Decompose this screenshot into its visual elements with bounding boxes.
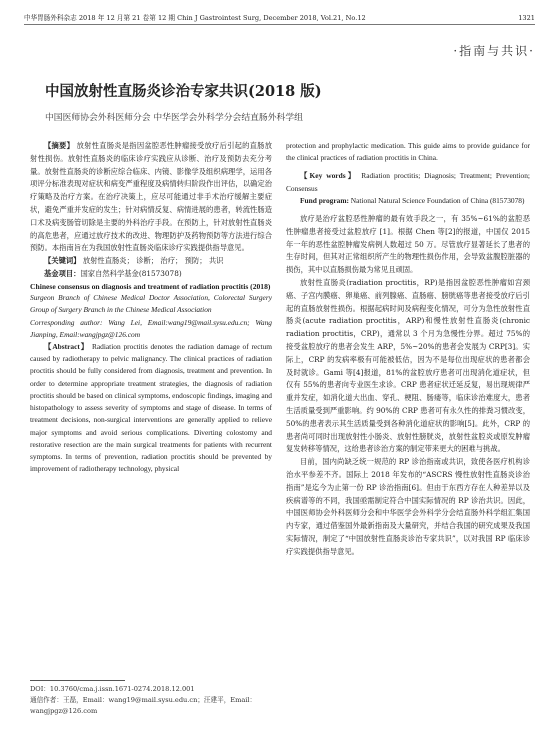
english-title: Chinese consensus on diagnosis and treatment of radiation proctitis (2018) [30,281,271,291]
keywords-label: 【关键词】 [44,256,81,266]
english-authors-text: Surgeon Branch of Chinese Medical Doctor Association, Colorectal Surgery Group of Surgery Branch in the Chinese Medical Association [30,293,272,315]
body-paragraph-3: 目前，国内尚缺乏统一规范的 RP 诊治指南或共识，致使各医疗机构诊治水平参差不齐。国际上 2018 年发布的“ASCRS 慢性放射性直肠炎诊治指南”是迄今为止第一份 RP 诊治指南[6]。但由于东西方存在人种差异以及疾病谱等的不同，我国亟需制定符合中国实际情况的 RP 诊治共识。因此，中国医师协会外科医师分会和中华医学会外科学分会结直肠外科学组汇集国内专家，通过借鉴国外最新指南及大量研究，并结合我国的研究成果及我国实际情况，制定了“中国放射性直肠炎诊治专家共识”，以对我国 RP 临床诊疗实践提供指导意见。 [286,457,530,556]
corresponding-text: Corresponding author: Wang Lei, Email:wang19@mail.sysu.edu.cn; Wang Jianping, Email:wangjpgz@126.com [30,317,272,339]
fund-en-text: National Natural Science Foundation of China (81573078) [350,195,525,205]
abstract-en-label: 【Abstract】 [44,342,90,352]
keywords-text: 放射性直肠炎； 诊断； 治疗； 预防； 共识 [82,256,224,266]
journal-info: 中华胃肠外科杂志 2018 年 12 月第 21 卷第 12 期 Chin J Gastrointest Surg, December 2018, Vol.21, No.12 [24,14,366,22]
keywords-en-label: 【Key words】 [300,171,358,181]
doi: DOI：10.3760/cma.j.issn.1671-0274.2018.12.001 [30,685,195,693]
fund-text: 国家自然科学基金(81573078) [80,268,182,278]
section-label: ·指南与共识· [453,44,535,58]
fund-label: 基金项目： [44,268,81,278]
author-line: 中国医师协会外科医师分会 中华医学会外科学分会结直肠外科学组 [45,113,303,123]
page-number: 1321 [518,14,535,22]
corresponding-author [30,317,272,341]
abstract-cn [30,140,272,255]
keywords-en [286,170,530,194]
english-authors [30,292,272,316]
body-paragraph-1: 放疗是治疗盆腔恶性肿瘤的最有效手段之一，有 35%~61%的盆腔恶性肿瘤患者接受过盆腔放疗 [1]。根据 Chen 等[2]的报道，中国仅 2015 年一年的恶性盆腔肿瘤发病例人数超过 50 万。尽管放疗显著延长了患者的生存时间，但其对正常组织所产生的物理性损伤作用，会导致盆腹腔脏器的损伤，其中以直肠损伤最为常见且顽固。 [286,214,530,275]
contact: 通信作者：王磊，Email：wang19@mail.sysu.edu.cn；汪建平，Email：wangjpgz@126.com [30,696,257,715]
body-paragraph-2: 放射性直肠炎(radiation proctitis，RP)是指因盆腔恶性肿瘤如宫颈癌、子宫内膜癌、卵巢癌、前列腺癌、直肠癌、膀胱癌等患者接受放疗后引起的直肠放射性损伤。根据起病时间及病程变化情况，可分为急性放射性直肠炎(acute radiation proctitis，ARP)和慢性放射性直肠炎(chronic radiation proctitis，CRP)，通常以 3 个月为急慢性分界。超过 75%的接受盆腔放疗的患者会发生 ARP，5%~20%的患者会发展为 CRP[3]。实际上，CRP 的发病率极有可能被低估，因为不是每位出现症状的患者都会及时就诊。Gami 等[4]报道，81%的盆腔放疗患者可出现消化道症状，但仅有 55%的患者向专业医生求诊。CRP 患者症状迁延反复，易出现规律严重并发症，如消化道大出血、穿孔、梗阻、肠瘘等，临床诊治难度大，患者生活质量受到严重影响。约 90%的 CRP 患者可有永久性的排粪习惯改变，50%的患者表示其生活质量受到各种消化道症状的影响[5]。此外，CRP 的患者尚可同时出现放射性小肠炎、放射性膀胱炎，放射性盆腔炎或原发肿瘤复发转移等情况，这给患者诊治方案的制定带来更大的困难与挑战。 [286,278,530,454]
abstract-text: 放射性直肠炎是指因盆腔恶性肿瘤接受放疗后引起的直肠放射性损伤。放射性直肠炎的临床诊疗实践应从诊断、治疗及预防去充分考量。放射性直肠炎的诊断应综合临床、内镜、影像学及组织病理学，运用各项评分标准表现对症状和病变严重程度及病情转归阶段作出评估，以确定治疗策略及治疗方案。在治疗决策上，应尽可能通过非手术治疗缓解主要症状，避免严重并发症的发生；针对病情反复、病情进展的患者，转流性肠造口术及病变肠管切除是主要的外科治疗手段。在预防上，针对放射性直肠炎的高危患者，应通过放疗技术的改进、物理防护及药物预防等方法进行综合预防。本指南旨在为我国放射性直肠炎临床诊疗实践提供指导意见。 [30,141,272,253]
fund-en [286,195,530,207]
page-title: 中国放射性直肠炎诊治专家共识(2018 版) [45,83,322,100]
abstract-en [30,341,272,475]
keywords-en-text: Radiation proctitis; Diagnosis; Treatment; Prevention; Consensus [286,171,530,193]
footnote-rule [30,680,125,681]
abstract-label: 【摘要】 [44,141,75,150]
running-header [24,12,535,25]
abstract-en-continued: protection and prophylactic medication. This guide aims to provide guidance for the clinical practices of radiation proctitis in China. [286,141,530,163]
left-column [30,140,272,475]
keywords-cn [30,255,272,268]
footnote [30,680,272,717]
right-column [286,140,530,559]
fund-cn [30,268,272,281]
abstract-en-text: Radiation proctitis denotes the radiation damage of rectum caused by radiotherapy to pelvic malignancy. The clinical practices of radiation proctitis should be fully considered from diagnosis, treatment and prevention. In order to determine appropriate treatment strategies, the diagnosis of radiation proctitis should be based on clinical symptoms, endoscopic findings, imaging and histopathology to assess severity of symptoms and stage of disease. In terms of treatment decisions, non-surgical interventions are generally applied to relieve major symptoms and avoid serious complications. Diverting colostomy and restorative resection are the main surgical treatments for patients with recurrent symptoms. In terms of prevention, radiation proctitis should be prevented by improvement of radiotherapy technology, physical [30,342,272,474]
fund-en-label: Fund program: [300,195,349,205]
